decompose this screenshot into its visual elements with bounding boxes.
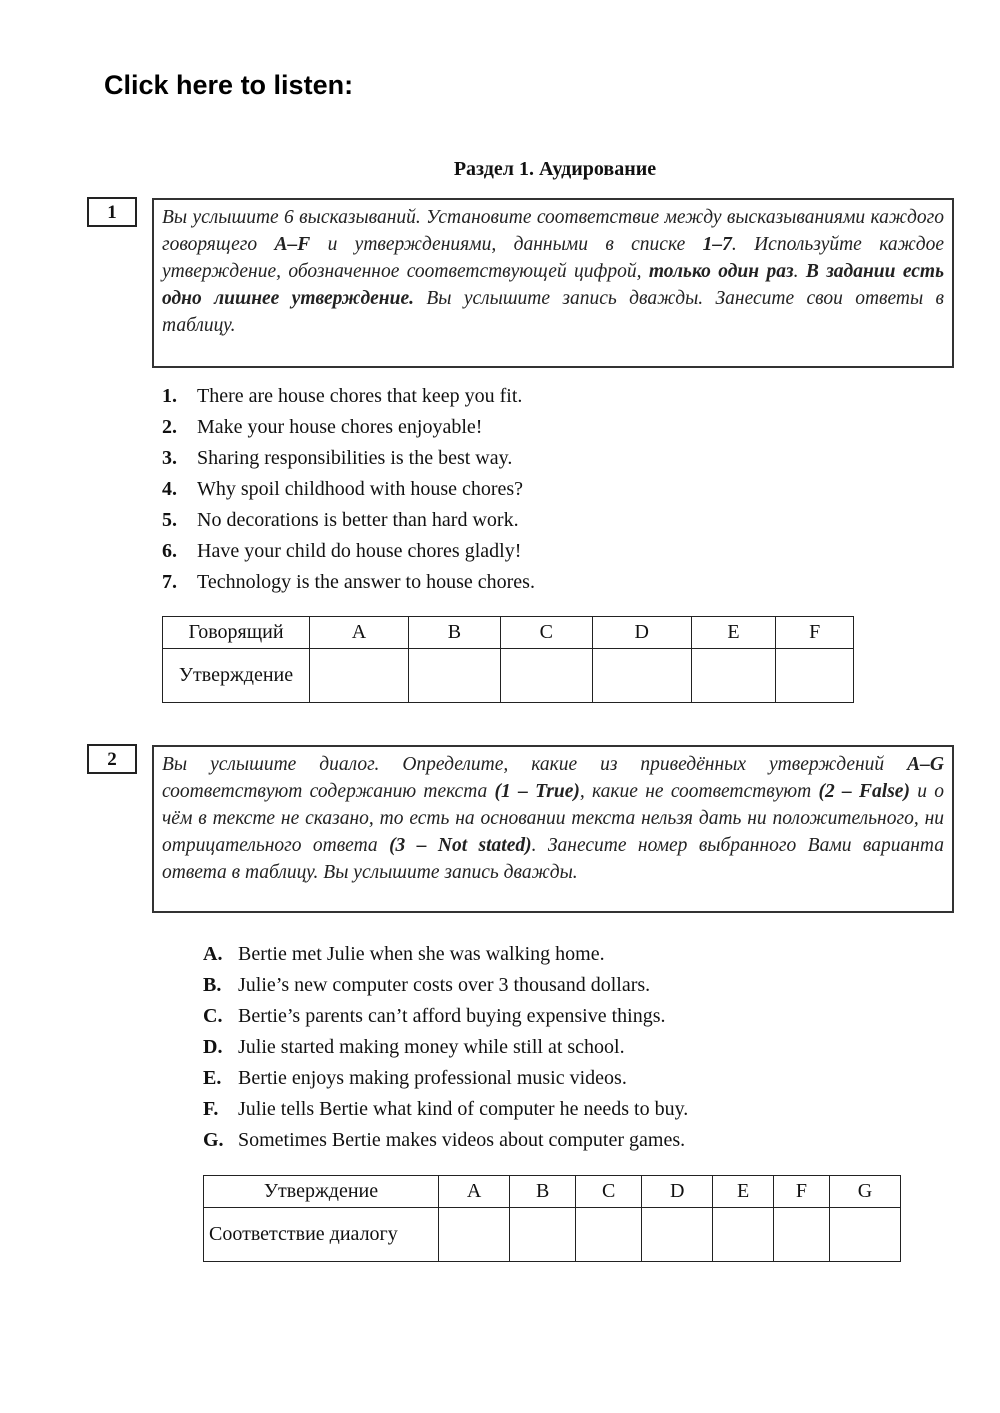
answer-cell[interactable] [642, 1208, 713, 1262]
answer-cell[interactable] [774, 1208, 830, 1262]
task-2-number: 2 [87, 744, 137, 774]
answer-cell[interactable] [510, 1208, 576, 1262]
list-item: 4. Why spoil childhood with house chores? [162, 478, 524, 500]
column-header: E [691, 617, 776, 649]
task-2-instruction: Вы услышите диалог. Определите, какие из приведённых утверждений A–G соответствуют содержанию текста (1 – True), какие не соответствуют (2 – False) и о чём в тексте не сказано, то есть на основании текста нельзя дать ни положительного, ни отрицательного ответа (3 – Not stated). Занесите номер выбранного Вами варианта ответа в таблицу. Вы услышите запись дважды. [152, 745, 954, 913]
column-header: F [776, 617, 854, 649]
table-row [163, 649, 854, 703]
table-header-cell: Утверждение [204, 1176, 439, 1208]
answer-cell[interactable] [310, 649, 409, 703]
column-header: A [439, 1176, 510, 1208]
task-1-answer-table [162, 616, 854, 703]
list-item: E. Bertie enjoys making professional music videos. [203, 1067, 627, 1089]
list-item: 2. Make your house chores enjoyable! [162, 416, 483, 438]
column-header: E [713, 1176, 774, 1208]
answer-cell[interactable] [576, 1208, 642, 1262]
column-header: B [408, 617, 500, 649]
table-row [204, 1208, 901, 1262]
column-header: C [500, 617, 592, 649]
table-header-cell: Утверждение [163, 649, 310, 703]
task-2-statement-list [203, 939, 688, 1156]
column-header: G [829, 1176, 900, 1208]
table-header-cell: Говорящий [163, 617, 310, 649]
list-item: 3. Sharing responsibilities is the best way. [162, 447, 513, 469]
list-item: 5. No decorations is better than hard work. [162, 509, 519, 531]
answer-cell[interactable] [408, 649, 500, 703]
answer-cell[interactable] [500, 649, 592, 703]
answer-cell[interactable] [776, 649, 854, 703]
answer-cell[interactable] [592, 649, 691, 703]
column-header: A [310, 617, 409, 649]
list-item: 6. Have your child do house chores gladly! [162, 540, 522, 562]
column-header: B [510, 1176, 576, 1208]
task-1-number: 1 [87, 197, 137, 227]
column-header: D [642, 1176, 713, 1208]
answer-cell[interactable] [829, 1208, 900, 1262]
column-header: D [592, 617, 691, 649]
table-row [163, 617, 854, 649]
column-header: F [774, 1176, 830, 1208]
list-item: D. Julie started making money while still at school. [203, 1036, 625, 1058]
list-item: B. Julie’s new computer costs over 3 thousand dollars. [203, 974, 651, 996]
task-1-instruction: Вы услышите 6 высказываний. Установите соответствие между высказываниями каждого говорящего A–F и утверждениями, данными в списке 1–7. Используйте каждое утверждение, обозначенное соответствующей цифрой, только один раз. В задании есть одно лишнее утверждение. Вы услышите запись дважды. Занесите свои ответы в таблицу. [152, 198, 954, 368]
list-item: G. Sometimes Bertie makes videos about computer games. [203, 1129, 686, 1151]
answer-cell[interactable] [439, 1208, 510, 1262]
section-title: Раздел 1. Аудирование [453, 158, 657, 180]
listen-link[interactable]: Click here to listen: [104, 70, 354, 100]
column-header: C [576, 1176, 642, 1208]
list-item: F. Julie tells Bertie what kind of computer he needs to buy. [203, 1098, 689, 1120]
list-item: C. Bertie’s parents can’t afford buying expensive things. [203, 1005, 666, 1027]
answer-cell[interactable] [691, 649, 776, 703]
table-row [204, 1176, 901, 1208]
list-item: 7. Technology is the answer to house chores. [162, 571, 535, 593]
list-item: A. Bertie met Julie when she was walking home. [203, 943, 605, 965]
task-1-statement-list [162, 381, 535, 598]
list-item: 1. There are house chores that keep you fit. [162, 385, 523, 407]
table-header-cell: Соответствие диалогу [204, 1208, 439, 1262]
task-2-answer-table [203, 1175, 901, 1262]
answer-cell[interactable] [713, 1208, 774, 1262]
